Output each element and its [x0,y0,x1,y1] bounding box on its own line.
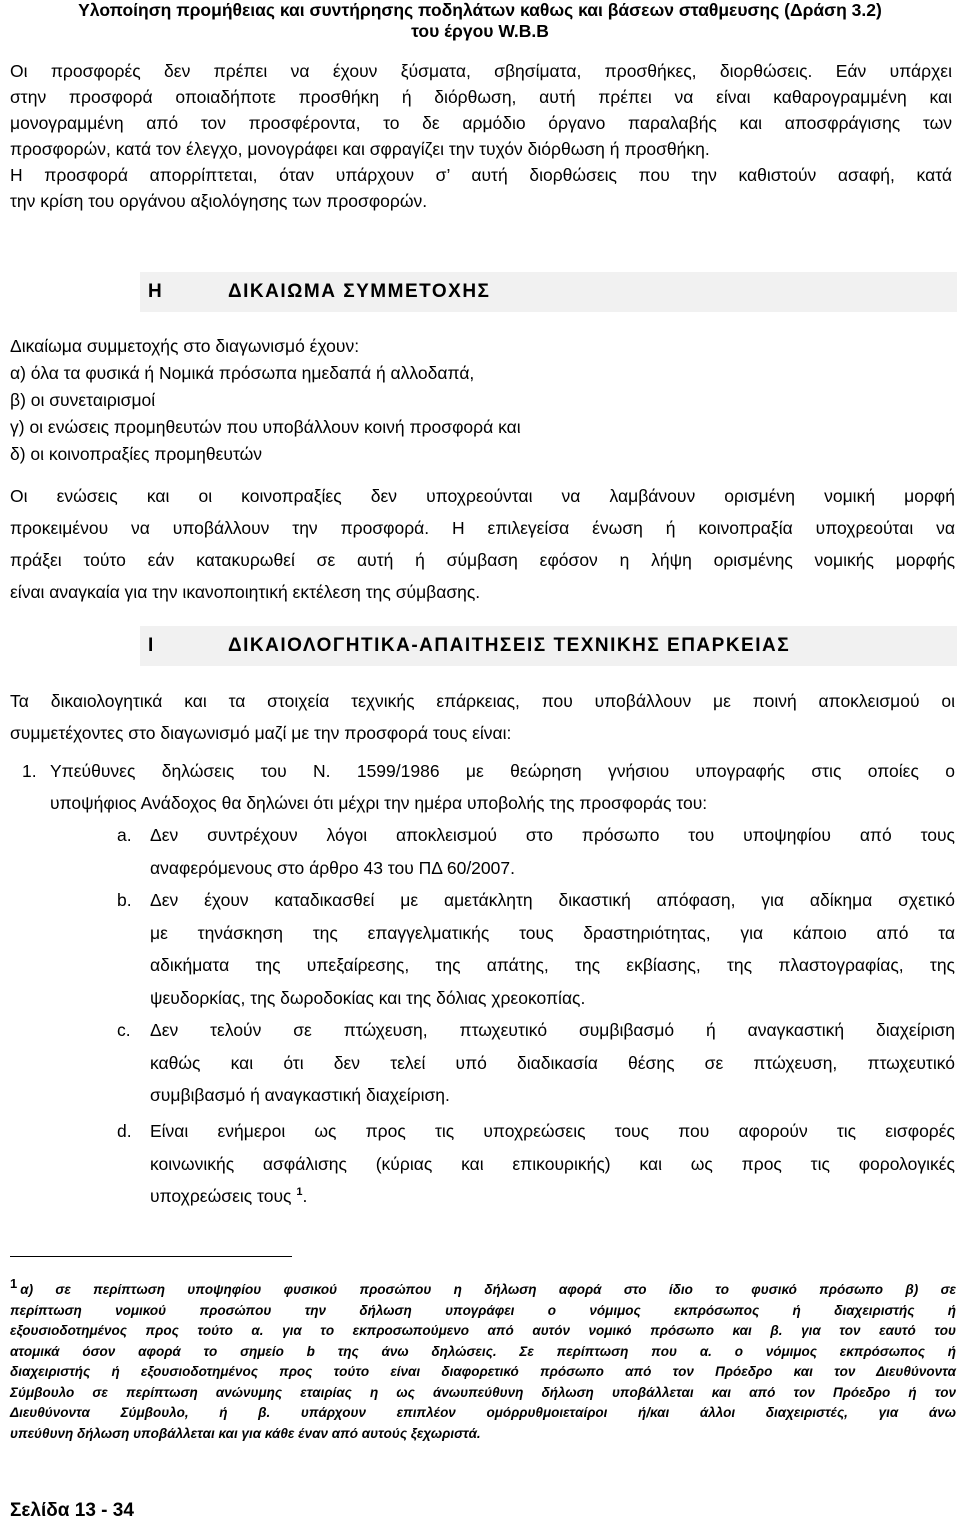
subitem-line-text: υποχρεώσεις τους [150,1186,292,1206]
intro-line: την κρίση του οργάνου αξιολόγησης των προσφορών. [10,191,428,211]
footnote-line: ατομικά όσον αφορά το σημείο b της άνω δηλώσεις. Σε περίπτωση που α. ο νόμιμος εκπρόσωπος ή [10,1343,956,1359]
paragraph-line: πράξει τούτο εάν κατακυρωθεί σε αυτή ή σύμβαση εφόσον η λήψη ορισμένης νομικής μορφής [10,550,955,570]
item-line: υποψήφιος Ανάδοχος θα δηλώνει ότι μέχρι την ημέρα υποβολής της προσφοράς του: [50,793,708,813]
footnote-separator [10,1256,292,1257]
subitem-line: Δεν τελούν σε πτώχευση, πτωχευτικό συμβιβασμό ή αναγκαστική διαχείριση [150,1020,955,1040]
list-item: Δικαίωμα συμμετοχής στο διαγωνισμό έχουν: [10,336,360,356]
footnote [10,1276,956,1444]
section-heading-h [140,272,957,312]
intro-line: προσφορών, κατά τον έλεγχο, μονογράφει και σφραγίζει την τυχόν διόρθωση ή προσθήκη. [10,139,710,159]
subitem-text [150,1115,955,1213]
subitem-text [150,1014,955,1112]
subitem-marker: b. [117,890,132,910]
intro-line: Η προσφορά απορρίπτεται, όταν υπάρχουν σ’ αυτή διορθώσεις που την καθιστούν ασαφή, κατά [10,165,952,185]
document-header [0,0,960,42]
subitem-line: Δεν έχουν καταδικασθεί με αμετάκλητη δικαστική απόφαση, για αδίκημα σχετικό [150,890,955,910]
subitem-line: ψευδορκίας, της δωροδοκίας και της δόλιας χρεοκοπίας. [150,987,586,1008]
subitem-line: καθώς και ότι δεν τελεί υπό διαδικασία θέσης σε πτώχευση, πτωχευτικό [150,1052,955,1073]
section-title: ΔΙΚΑΙΟΛΟΓΗΤΙΚΑ-ΑΠΑΙΤΗΣΕΙΣ ΤΕΧΝΙΚΗΣ ΕΠΑΡΚΕΙΑΣ [228,635,791,656]
section-title: ΔΙΚΑΙΩΜΑ ΣΥΜΜΕΤΟΧΗΣ [228,281,491,302]
footnote-reference[interactable]: 1 [296,1186,303,1198]
intro-line: μονογραμμένη από τον προσφέροντα, το δε αρμόδιο όργανο παραλαβής και αποσφράγισης των [10,113,952,133]
footnote-line: Σύμβουλο σε περίπτωση ανώνυμης εταιρίας η ως άνωυπεύθυνη δήλωση υποβάλλεται και από τον Πρόεδρο ή τον [10,1384,956,1400]
paragraph-line: προκειμένου να υποβάλλουν την προσφορά. Η επιλεγείσα ένωση ή κοινοπραξία υποχρεούται να [10,518,955,538]
participation-paragraph [10,480,955,608]
paragraph-line: Τα δικαιολογητικά και τα στοιχεία τεχνικής επάρκειας, που υποβάλλουν με ποινή αποκλεισμού οι [10,691,955,711]
subitem-line: με τηνάσκηση της επαγγελματικής τους δραστηριότητας, για κάποιο από τα [150,922,955,943]
participation-list [10,333,952,468]
list-item: β) οι συνεταιρισμοί [10,390,156,410]
header-title-line-2: του έργου W.B.B [411,21,549,41]
requirements-intro [10,685,955,749]
page-number: Σελίδα 13 - 34 [10,1500,134,1521]
subitem-line: Δεν συντρέχουν λόγοι αποκλεισμού στο πρόσωπο του υποψηφίου από τους [150,825,955,845]
subitem-marker: d. [117,1121,132,1141]
subitem-line: συμβιβασμό ή αναγκαστική διαχείριση. [150,1085,450,1105]
item-text [50,755,955,819]
header-title-line-1: Υλοποίηση προμήθειας και συντήρησης ποδηλάτων καθως και βάσεων σταθμευσης (Δράση 3.2) [78,0,882,20]
paragraph-line: συμμετέχοντες στο διαγωνισμό μαζί με την προσφορά τους είναι: [10,723,512,743]
subitem-text [150,884,955,1014]
section-heading-i [140,626,957,666]
list-item: γ) οι ενώσεις προμηθευτών που υποβάλλουν κοινή προσφορά και [10,417,521,437]
footnote-line: διαχειριστής ή εξουσιοδοτημένος προς τούτο είναι διαφορετικό πρόσωπο από τον Πρόεδρο και τον Διευθύνοντα [10,1364,956,1379]
list-item: α) όλα τα φυσικά ή Νομικά πρόσωπα ημεδαπά ή αλλοδαπά, [10,363,475,383]
section-letter: Η [148,281,164,302]
footnote-line: εξουσιοδοτημένος προς τούτο α. για το εκπροσωπούμενο από αυτόν νομικό πρόσωπο και β. για τον εαυτό του [10,1323,956,1338]
item-number: 1. [22,761,37,781]
subitem-line: κοινωνικής ασφάλισης (κύριας και επικουρικής) και ως προς τις φορολογικές [150,1153,955,1174]
paragraph-line: είναι αναγκαία για την ικανοποιητική εκτέλεση της σύμβασης. [10,582,481,602]
subitem-line: αδικήματα της υπεξαίρεσης, της απάτης, της εκβίασης, της πλαστογραφίας, της [150,955,955,975]
footnote-line [10,1276,956,1301]
subitem-line: αναφερόμενους στο άρθρο 43 του ΠΔ 60/2007. [150,857,515,878]
subitem-marker: a. [117,825,132,845]
subitem-marker: c. [117,1020,131,1040]
subitem-line: Είναι ενήμεροι ως προς τις υποχρεώσεις τους που αφορούν τις εισφορές [150,1121,955,1141]
footnote-line-text: α) σε περίπτωση υποψηφίου φυσικού προσώπου η δήλωση αφορά στο ίδιο το φυσικό πρόσωπο β) σε [20,1282,956,1297]
intro-paragraph [10,58,952,214]
intro-line: Οι προσφορές δεν πρέπει να έχουν ξύσματα, σβησίματα, προσθήκες, διορθώσεις. Εάν υπάρχει [10,61,952,81]
intro-line: στην προσφορά οποιαδήποτε προσθήκη ή διόρθωση, αυτή πρέπει να είναι καθαρογραμμένη και [10,87,952,107]
sentence-period: . [302,1186,308,1206]
subitem-line [150,1180,955,1213]
footnote-line: περίπτωση νομικού προσώπου την δήλωση υπογράφει ο νόμιμος εκπρόσωπος ή διαχειριστής ή [10,1302,956,1318]
item-line: Υπεύθυνες δηλώσεις του Ν. 1599/1986 με θεώρηση γνήσιου υπογραφής στις οποίες ο [50,761,955,781]
section-letter: Ι [148,635,155,656]
paragraph-line: Οι ενώσεις και οι κοινοπραξίες δεν υποχρεούνται να λαμβάνουν ορισμένη νομική μορφή [10,486,955,506]
footnote-line: Διευθύνοντα Σύμβουλο, ή β. υπάρχουν επιπλέον ομόρρυθμοιεταίροι ή/και άλλοι διαχειριστές, για άνω [10,1405,956,1420]
footnote-line: υπεύθυνη δήλωση υποβάλλεται και για κάθε έναν από αυτούς ξεχωριστά. [10,1425,481,1441]
footnote-marker: 1 [10,1276,18,1291]
subitem-text [150,819,955,884]
list-item: δ) οι κοινοπραξίες προμηθευτών [10,444,263,464]
